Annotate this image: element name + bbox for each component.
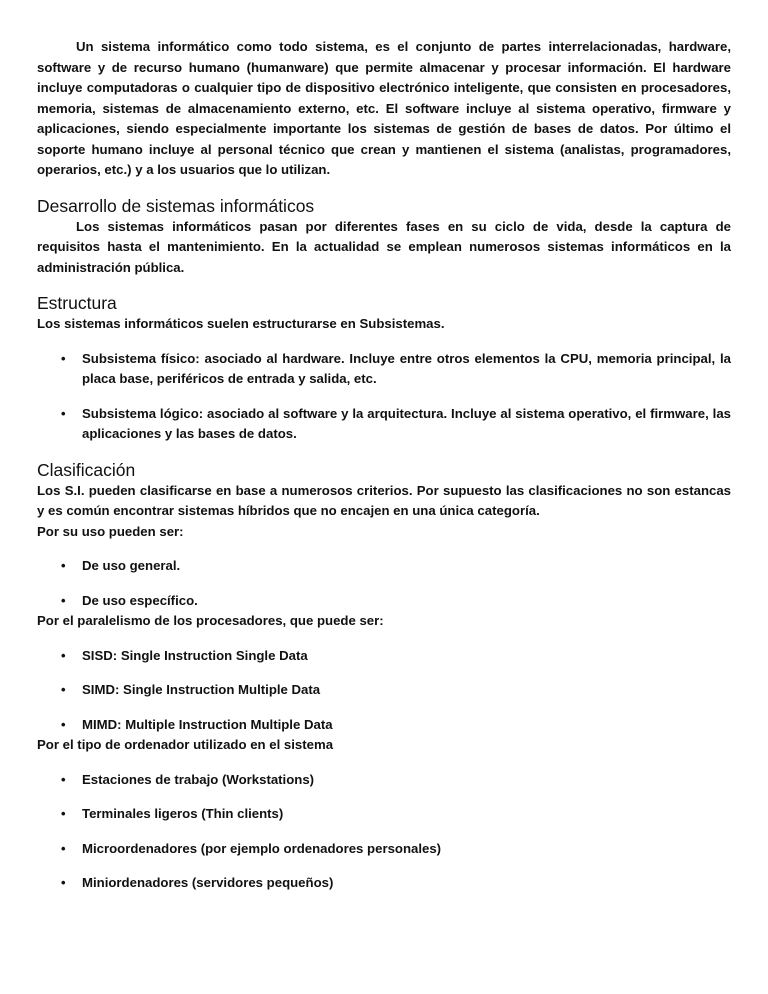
bullet-icon: • — [61, 558, 66, 573]
list-item: • Microordenadores (por ejemplo ordenadores personales) — [37, 839, 731, 860]
list-item: • MIMD: Multiple Instruction Multiple Data — [37, 715, 731, 736]
list-item: • SISD: Single Instruction Single Data — [37, 646, 731, 667]
por-tipo-list — [37, 770, 731, 894]
estructura-list — [37, 349, 731, 445]
heading-clasificacion: Clasificación — [37, 459, 136, 480]
por-paralelismo-list — [37, 646, 731, 736]
por-uso-list — [37, 556, 731, 611]
bullet-icon: • — [61, 771, 66, 787]
clasificacion-paragraph: Los S.I. pueden clasificarse en base a numerosos criterios. Por supuesto las clasificaciones no son estancas y es común encontrar sistemas híbridos que no encajen en una única categoría. — [37, 482, 731, 518]
bullet-icon: • — [61, 647, 66, 663]
bullet-icon: • — [61, 682, 66, 697]
list-item: • Terminales ligeros (Thin clients) — [37, 804, 731, 825]
estructura-paragraph: Los sistemas informáticos suelen estructurarse en Subsistemas. — [37, 316, 445, 331]
desarrollo-paragraph: Los sistemas informáticos pasan por diferentes fases en su ciclo de vida, desde la captura de requisitos hasta el mantenimiento. En la actualidad se emplean numerosos sistemas informáticos en la administración pública. — [37, 218, 731, 275]
por-paralelismo-label: Por el paralelismo de los procesadores, que puede ser: — [37, 613, 384, 628]
list-item: • Estaciones de trabajo (Workstations) — [37, 770, 731, 791]
bullet-icon: • — [61, 840, 66, 856]
bullet-icon: • — [61, 592, 66, 608]
list-item: • Subsistema físico: asociado al hardware. Incluye entre otros elementos la CPU, memoria principal, la placa base, periféricos de entrada y salida, etc. — [61, 350, 731, 386]
heading-desarrollo: Desarrollo de sistemas informáticos — [37, 195, 315, 216]
list-item: • Subsistema lógico: asociado al software y la arquitectura. Incluye al sistema operativo, el firmware, las aplicaciones y las bases de datos. — [61, 405, 731, 441]
list-item: • De uso específico. — [37, 591, 731, 612]
bullet-icon: • — [61, 350, 66, 366]
list-item: • De uso general. — [37, 556, 731, 577]
bullet-icon: • — [61, 716, 66, 732]
bullet-icon: • — [61, 875, 66, 890]
list-item: • Miniordenadores (servidores pequeños) — [37, 873, 731, 894]
por-uso-label: Por su uso pueden ser: — [37, 523, 184, 539]
bullet-icon: • — [61, 806, 66, 821]
list-item: • SIMD: Single Instruction Multiple Data — [37, 680, 731, 701]
heading-estructura: Estructura — [37, 293, 117, 313]
intro-paragraph: Un sistema informático como todo sistema, es el conjunto de partes interrelacionadas, hardware, software y de recurso humano (humanware) que permite almacenar y procesar información. El hardware incluye computadoras o cualquier tipo de dispositivo electrónico inteligente, que consisten en procesadores, memoria, sistemas de almacenamiento externo, etc. El software incluye al sistema operativo, firmware y aplicaciones, siendo especialmente importante los sistemas de gestión de bases de datos. Por último el soporte humano incluye al personal técnico que crean y mantienen el sistema (analistas, programadores, operarios, etc.) y a los usuarios que lo utilizan. — [37, 39, 731, 177]
por-tipo-label: Por el tipo de ordenador utilizado en el sistema — [37, 737, 334, 752]
bullet-icon: • — [61, 405, 66, 421]
